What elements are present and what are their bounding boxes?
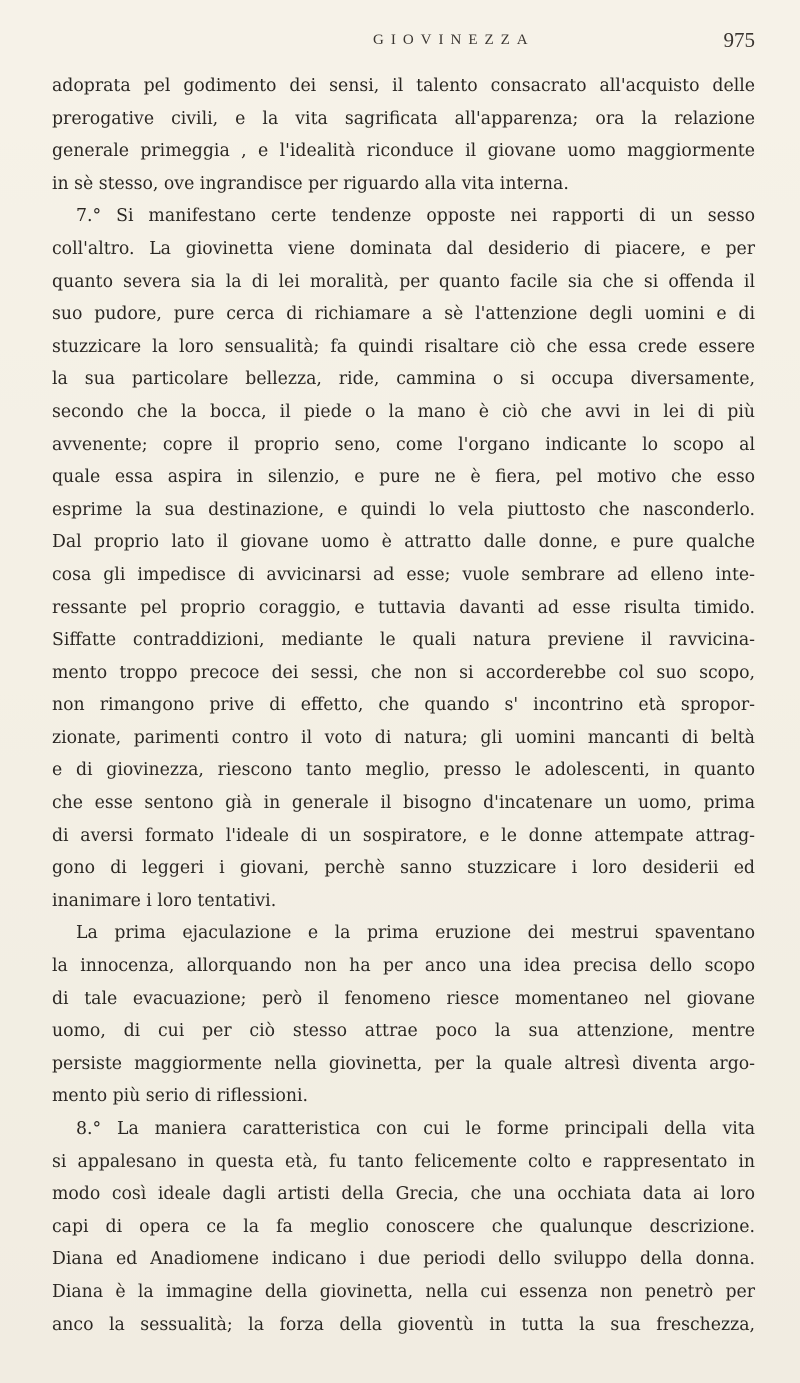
- paragraph-7-start: 7.° Si manifestano certe tendenze opposte nei rapporti di un sesso: [76, 206, 755, 227]
- text-line: di aversi formato l'ideale di un sospiratore, e le donne attempate attrag-: [52, 825, 755, 846]
- paragraph-8-start: 8.° La maniera caratteristica con cui le forme principali della vita: [76, 1119, 755, 1139]
- text-line: in sè stesso, ove ingrandisce per riguardo alla vita interna.: [52, 173, 569, 194]
- page-number: 975: [723, 28, 755, 52]
- text-line: e di giovinezza, riescono tanto meglio, presso le adolescenti, in quanto: [52, 760, 755, 781]
- text-line: la sua particolare bellezza, ride, cammina o si occupa diversamente,: [52, 369, 755, 390]
- text-line: quale essa aspira in silenzio, e pure ne è fiera, pel motivo che esso: [52, 467, 755, 488]
- text-line: inanimare i loro tentativi.: [52, 890, 277, 911]
- text-line: generale primeggia , e l'idealità riconduce il giovane uomo maggiormente: [52, 141, 755, 162]
- text-line: che esse sentono già in generale il bisogno d'incatenare un uomo, prima: [52, 793, 755, 814]
- text-line: cosa gli impedisce di avvicinarsi ad esse; vuole sembrare ad elleno inte-: [52, 564, 755, 585]
- text-line: Dal proprio lato il giovane uomo è attratto dalle donne, e pure qualche: [52, 532, 755, 553]
- text-line: capi di opera ce la fa meglio conoscere che qualunque descrizione.: [52, 1216, 755, 1237]
- text-line: zionate, parimenti contro il voto di natura; gli uomini mancanti di beltà: [52, 727, 755, 748]
- paragraph-start: La prima ejaculazione e la prima eruzione dei mestrui spaventano: [76, 923, 755, 944]
- text-line: suo pudore, pure cerca di richiamare a sè l'attenzione degli uomini e di: [52, 304, 755, 325]
- text-line: Siffatte contraddizioni, mediante le quali natura previene il ravvicina-: [52, 630, 755, 651]
- text-line: si appalesano in questa età, fu tanto felicemente colto e rappresentato in: [52, 1151, 755, 1172]
- page-header: [135, 28, 755, 62]
- text-line: modo così ideale dagli artisti della Grecia, che una occhiata data ai loro: [52, 1184, 755, 1205]
- body-text: [52, 70, 755, 1341]
- text-line: di tale evacuazione; però il fenomeno riesce momentaneo nel giovane: [52, 988, 755, 1009]
- text-line: anco la sessualità; la forza della gioventù in tutta la sua freschezza,: [52, 1314, 755, 1335]
- text-line: stuzzicare la loro sensualità; fa quindi risaltare ciò che essa crede essere: [52, 336, 755, 357]
- running-title: GIOVINEZZA: [373, 32, 535, 48]
- text-line: mento più serio di riflessioni.: [52, 1086, 309, 1107]
- text-line: esprime la sua destinazione, e quindi lo vela piuttosto che nasconderlo.: [52, 499, 755, 520]
- text-line: avvenente; copre il proprio seno, come l'organo indicante lo scopo al: [52, 434, 755, 455]
- text-line: Diana è la immagine della giovinetta, nella cui essenza non penetrò per: [52, 1281, 755, 1302]
- text-line: quanto severa sia la di lei moralità, per quanto facile sia che si offenda il: [52, 271, 755, 292]
- text-line: ressante pel proprio coraggio, e tuttavia davanti ad esse risulta timido.: [52, 597, 755, 618]
- text-line: gono di leggeri i giovani, perchè sanno stuzzicare i loro desiderii ed: [52, 858, 755, 879]
- text-line: mento troppo precoce dei sessi, che non si accorderebbe col suo scopo,: [52, 662, 755, 683]
- text-line: prerogative civili, e la vita sagrificata all'apparenza; ora la relazione: [52, 108, 755, 129]
- text-line: non rimangono prive di effetto, che quando s' incontrino età spropor-: [52, 695, 755, 716]
- text-line: Diana ed Anadiomene indicano i due periodi dello sviluppo della donna.: [52, 1249, 755, 1270]
- text-line: secondo che la bocca, il piede o la mano è ciò che avvi in lei di più: [52, 401, 755, 422]
- text-line: coll'altro. La giovinetta viene dominata dal desiderio di piacere, e per: [52, 238, 755, 259]
- text-line: adoprata pel godimento dei sensi, il talento consacrato all'acquisto delle: [52, 76, 755, 96]
- text-line: persiste maggiormente nella giovinetta, per la quale altresì diventa argo-: [52, 1053, 755, 1074]
- text-line: la innocenza, allorquando non ha per anco una idea precisa dello scopo: [52, 956, 755, 977]
- text-line: uomo, di cui per ciò stesso attrae poco la sua attenzione, mentre: [52, 1021, 755, 1042]
